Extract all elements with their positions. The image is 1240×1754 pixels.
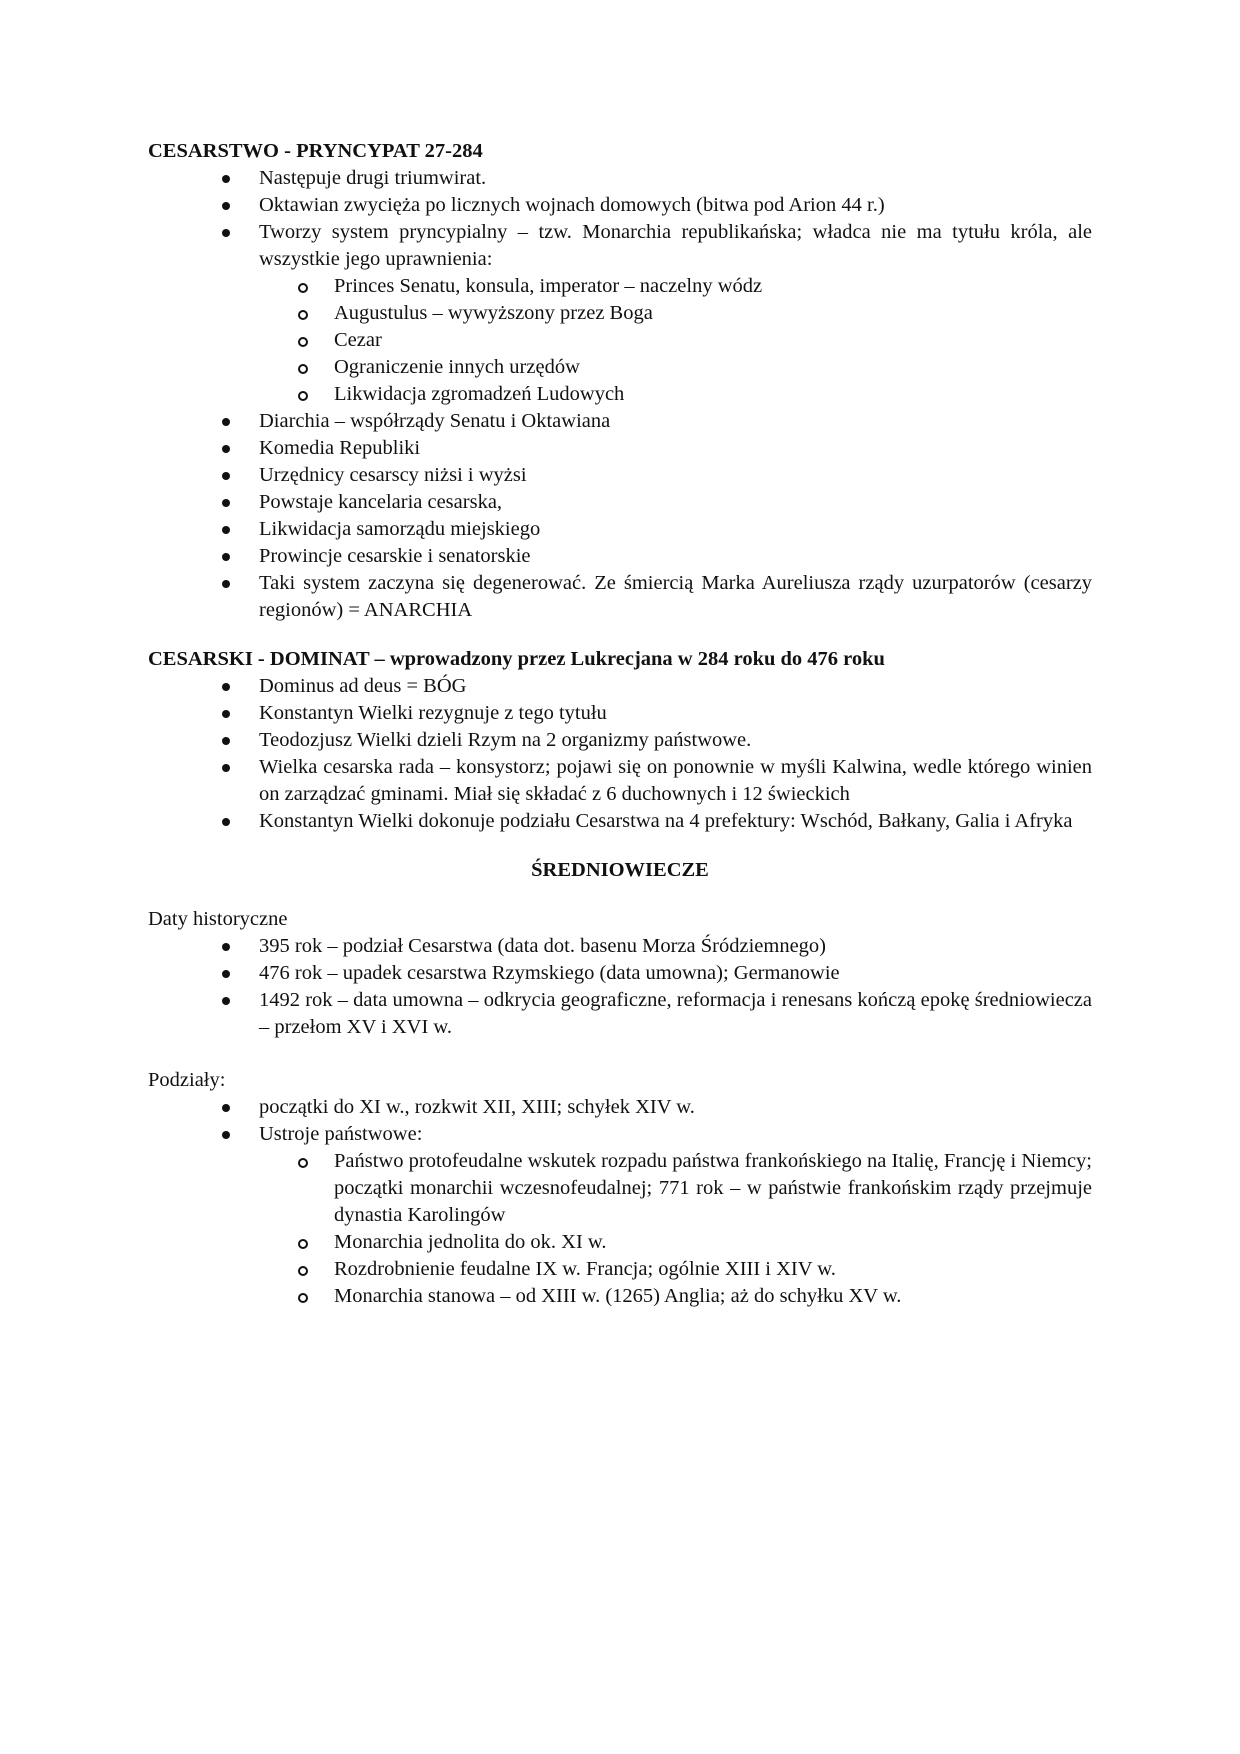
list-item: Taki system zaczyna się degenerować. Ze śmiercią Marka Aureliusza rządy uzurpatorów (cesarzy regionów) = ANARCHIA [148,570,1092,624]
bullet-icon [222,997,230,1005]
list-item: Następuje drugi triumwirat. [148,165,1092,192]
list-item: Teodozjusz Wielki dzieli Rzym na 2 organizmy państwowe. [148,727,1092,754]
list-item: Konstantyn Wielki rezygnuje z tego tytułu [148,700,1092,727]
list-item: Dominus ad deus = BÓG [148,673,1092,700]
pryncypat-list [148,165,1092,273]
heading-pryncypat: CESARSTWO - PRYNCYPAT 27-284 [148,140,483,162]
circle-bullet-icon [298,364,308,374]
bullet-icon [222,683,230,691]
heading-sredniowiecze: ŚREDNIOWIECZE [531,859,709,881]
pryncypat-sublist [334,273,1092,408]
ustroje-sublist [334,1148,1092,1310]
list-item: Likwidacja samorządu miejskiego [148,516,1092,543]
bullet-icon [222,943,230,951]
bullet-icon [222,710,230,718]
list-item: Diarchia – współrządy Senatu i Oktawiana [148,408,1092,435]
circle-bullet-icon [298,310,308,320]
list-item: Ustroje państwowe: [148,1121,1092,1148]
circle-bullet-icon [298,1239,308,1249]
circle-bullet-icon [298,391,308,401]
bullet-icon [222,818,230,826]
list-item: Powstaje kancelaria cesarska, [148,489,1092,516]
sublist-item: Monarchia jednolita do ok. XI w. [334,1229,1092,1256]
circle-bullet-icon [298,337,308,347]
list-item: Tworzy system pryncypialny – tzw. Monarchia republikańska; władca nie ma tytułu króla, ale wszystkie jego uprawnienia: [148,219,1092,273]
list-item: Oktawian zwycięża po licznych wojnach domowych (bitwa pod Arion 44 r.) [148,192,1092,219]
daty-label: Daty historyczne [148,908,288,930]
bullet-icon [222,175,230,183]
document-page [148,138,1092,1310]
sublist-item: Augustulus – wywyższony przez Boga [334,300,1092,327]
list-item: Konstantyn Wielki dokonuje podziału Cesarstwa na 4 prefektury: Wschód, Bałkany, Galia i Afryka [148,808,1092,835]
list-item: 1492 rok – data umowna – odkrycia geograficzne, reformacja i renesans kończą epokę średniowiecza – przełom XV i XVI w. [148,987,1092,1041]
circle-bullet-icon [298,283,308,293]
list-item: początki do XI w., rozkwit XII, XIII; schyłek XIV w. [148,1094,1092,1121]
bullet-icon [222,202,230,210]
pryncypat-list-cont [148,408,1092,624]
circle-bullet-icon [298,1158,308,1168]
sublist-item: Likwidacja zgromadzeń Ludowych [334,381,1092,408]
list-item: Wielka cesarska rada – konsystorz; pojawi się on ponownie w myśli Kalwina, wedle którego winien on zarządzać gminami. Miał się składać z 6 duchownych i 12 świeckich [148,754,1092,808]
sublist-item: Cezar [334,327,1092,354]
bullet-icon [222,526,230,534]
sublist-item: Princes Senatu, konsula, imperator – naczelny wódz [334,273,1092,300]
daty-list [148,933,1092,1041]
sublist-item: Monarchia stanowa – od XIII w. (1265) Anglia; aż do schyłku XV w. [334,1283,1092,1310]
bullet-icon [222,764,230,772]
bullet-icon [222,472,230,480]
bullet-icon [222,229,230,237]
list-item: 476 rok – upadek cesarstwa Rzymskiego (data umowna); Germanowie [148,960,1092,987]
list-item: Komedia Republiki [148,435,1092,462]
bullet-icon [222,1131,230,1139]
bullet-icon [222,418,230,426]
bullet-icon [222,553,230,561]
bullet-icon [222,1104,230,1112]
sublist-item: Ograniczenie innych urzędów [334,354,1092,381]
bullet-icon [222,499,230,507]
sublist-item: Państwo protofeudalne wskutek rozpadu państwa frankońskiego na Italię, Francję i Niemcy; początki monarchii wczesnofeudalnej; 771 rok – w państwie frankońskim rządy przejmuje dynastia Karolingów [334,1148,1092,1229]
list-item: Prowincje cesarskie i senatorskie [148,543,1092,570]
circle-bullet-icon [298,1266,308,1276]
dominat-list [148,673,1092,835]
bullet-icon [222,970,230,978]
sublist-item: Rozdrobnienie feudalne IX w. Francja; ogólnie XIII i XIV w. [334,1256,1092,1283]
bullet-icon [222,445,230,453]
circle-bullet-icon [298,1293,308,1303]
bullet-icon [222,580,230,588]
heading-dominat: CESARSKI - DOMINAT – wprowadzony przez Lukrecjana w 284 roku do 476 roku [148,648,885,670]
podzialy-label: Podziały: [148,1069,226,1091]
podzialy-list [148,1094,1092,1148]
bullet-icon [222,737,230,745]
list-item: Urzędnicy cesarscy niżsi i wyżsi [148,462,1092,489]
list-item: 395 rok – podział Cesarstwa (data dot. basenu Morza Śródziemnego) [148,933,1092,960]
